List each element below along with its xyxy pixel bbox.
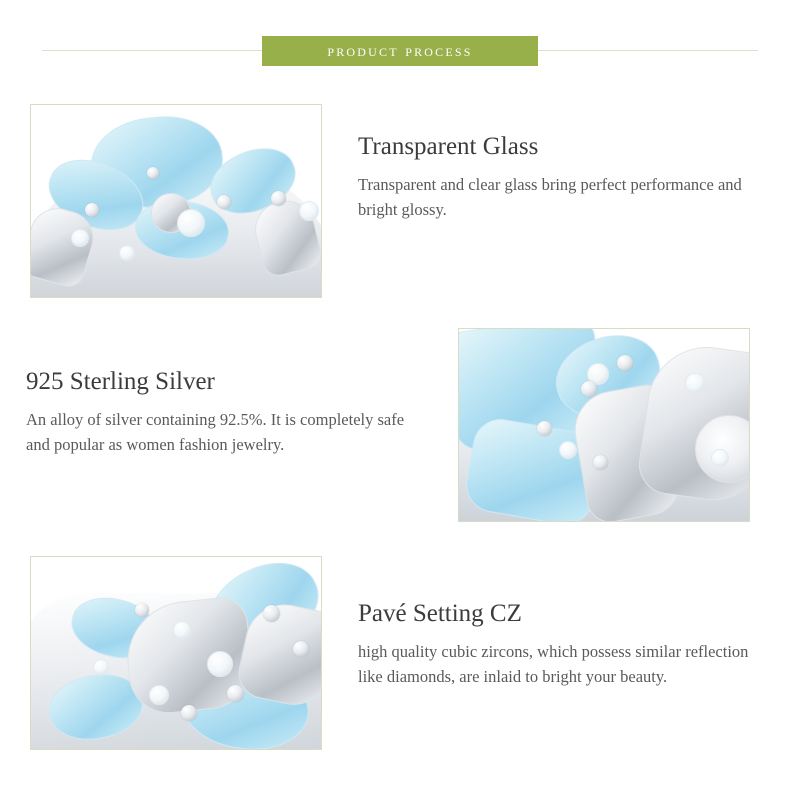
section-body: An alloy of silver containing 92.5%. It is completely safe and popular as women fashion jewelry. xyxy=(26,409,405,454)
cubic-zirconia-stone xyxy=(559,441,577,459)
prong xyxy=(217,195,231,209)
header-banner-label: product process xyxy=(327,41,473,60)
prong xyxy=(617,355,633,371)
jewelry-photo-1 xyxy=(31,105,321,297)
section-body: high quality cubic zircons, which possess similar reflection like diamonds, are inlaid to bright your beauty. xyxy=(358,641,749,686)
prong xyxy=(537,421,552,436)
jewelry-illustration xyxy=(31,105,321,297)
header-banner xyxy=(262,36,538,66)
prong xyxy=(135,603,149,617)
jewelry-illustration xyxy=(459,329,749,521)
section-title: Transparent Glass xyxy=(358,133,539,160)
cubic-zirconia-stone xyxy=(119,245,135,261)
cubic-zirconia-stone xyxy=(711,449,729,467)
section-image-transparent-glass xyxy=(30,104,322,298)
prong xyxy=(271,191,286,206)
section-title: Pavé Setting CZ xyxy=(358,600,522,627)
section-image-pave-setting-cz xyxy=(30,556,322,750)
cubic-zirconia-stone xyxy=(685,373,705,393)
prong xyxy=(293,641,309,657)
jewelry-photo-2 xyxy=(459,329,749,521)
cubic-zirconia-stone xyxy=(71,229,89,247)
cubic-zirconia-stone xyxy=(93,659,109,675)
cubic-zirconia-stone xyxy=(149,685,169,705)
prong xyxy=(181,705,197,721)
prong xyxy=(147,167,159,179)
cubic-zirconia-stone xyxy=(207,651,233,677)
section-body: Transparent and clear glass bring perfect performance and bright glossy. xyxy=(358,174,742,219)
prong xyxy=(263,605,280,622)
section-text-sterling-silver xyxy=(26,368,426,457)
section-title: 925 Sterling Silver xyxy=(26,368,215,395)
cubic-zirconia-stone xyxy=(177,209,205,237)
jewelry-illustration xyxy=(31,557,321,749)
section-image-sterling-silver xyxy=(458,328,750,522)
prong xyxy=(593,455,608,470)
cubic-zirconia-stone xyxy=(299,201,319,221)
prong xyxy=(85,203,99,217)
prong xyxy=(227,685,244,702)
prong xyxy=(581,381,597,397)
section-text-transparent-glass xyxy=(358,133,758,222)
product-process-header xyxy=(0,36,800,66)
cubic-zirconia-stone xyxy=(173,621,191,639)
section-text-pave-setting-cz xyxy=(358,600,758,689)
jewelry-photo-3 xyxy=(31,557,321,749)
